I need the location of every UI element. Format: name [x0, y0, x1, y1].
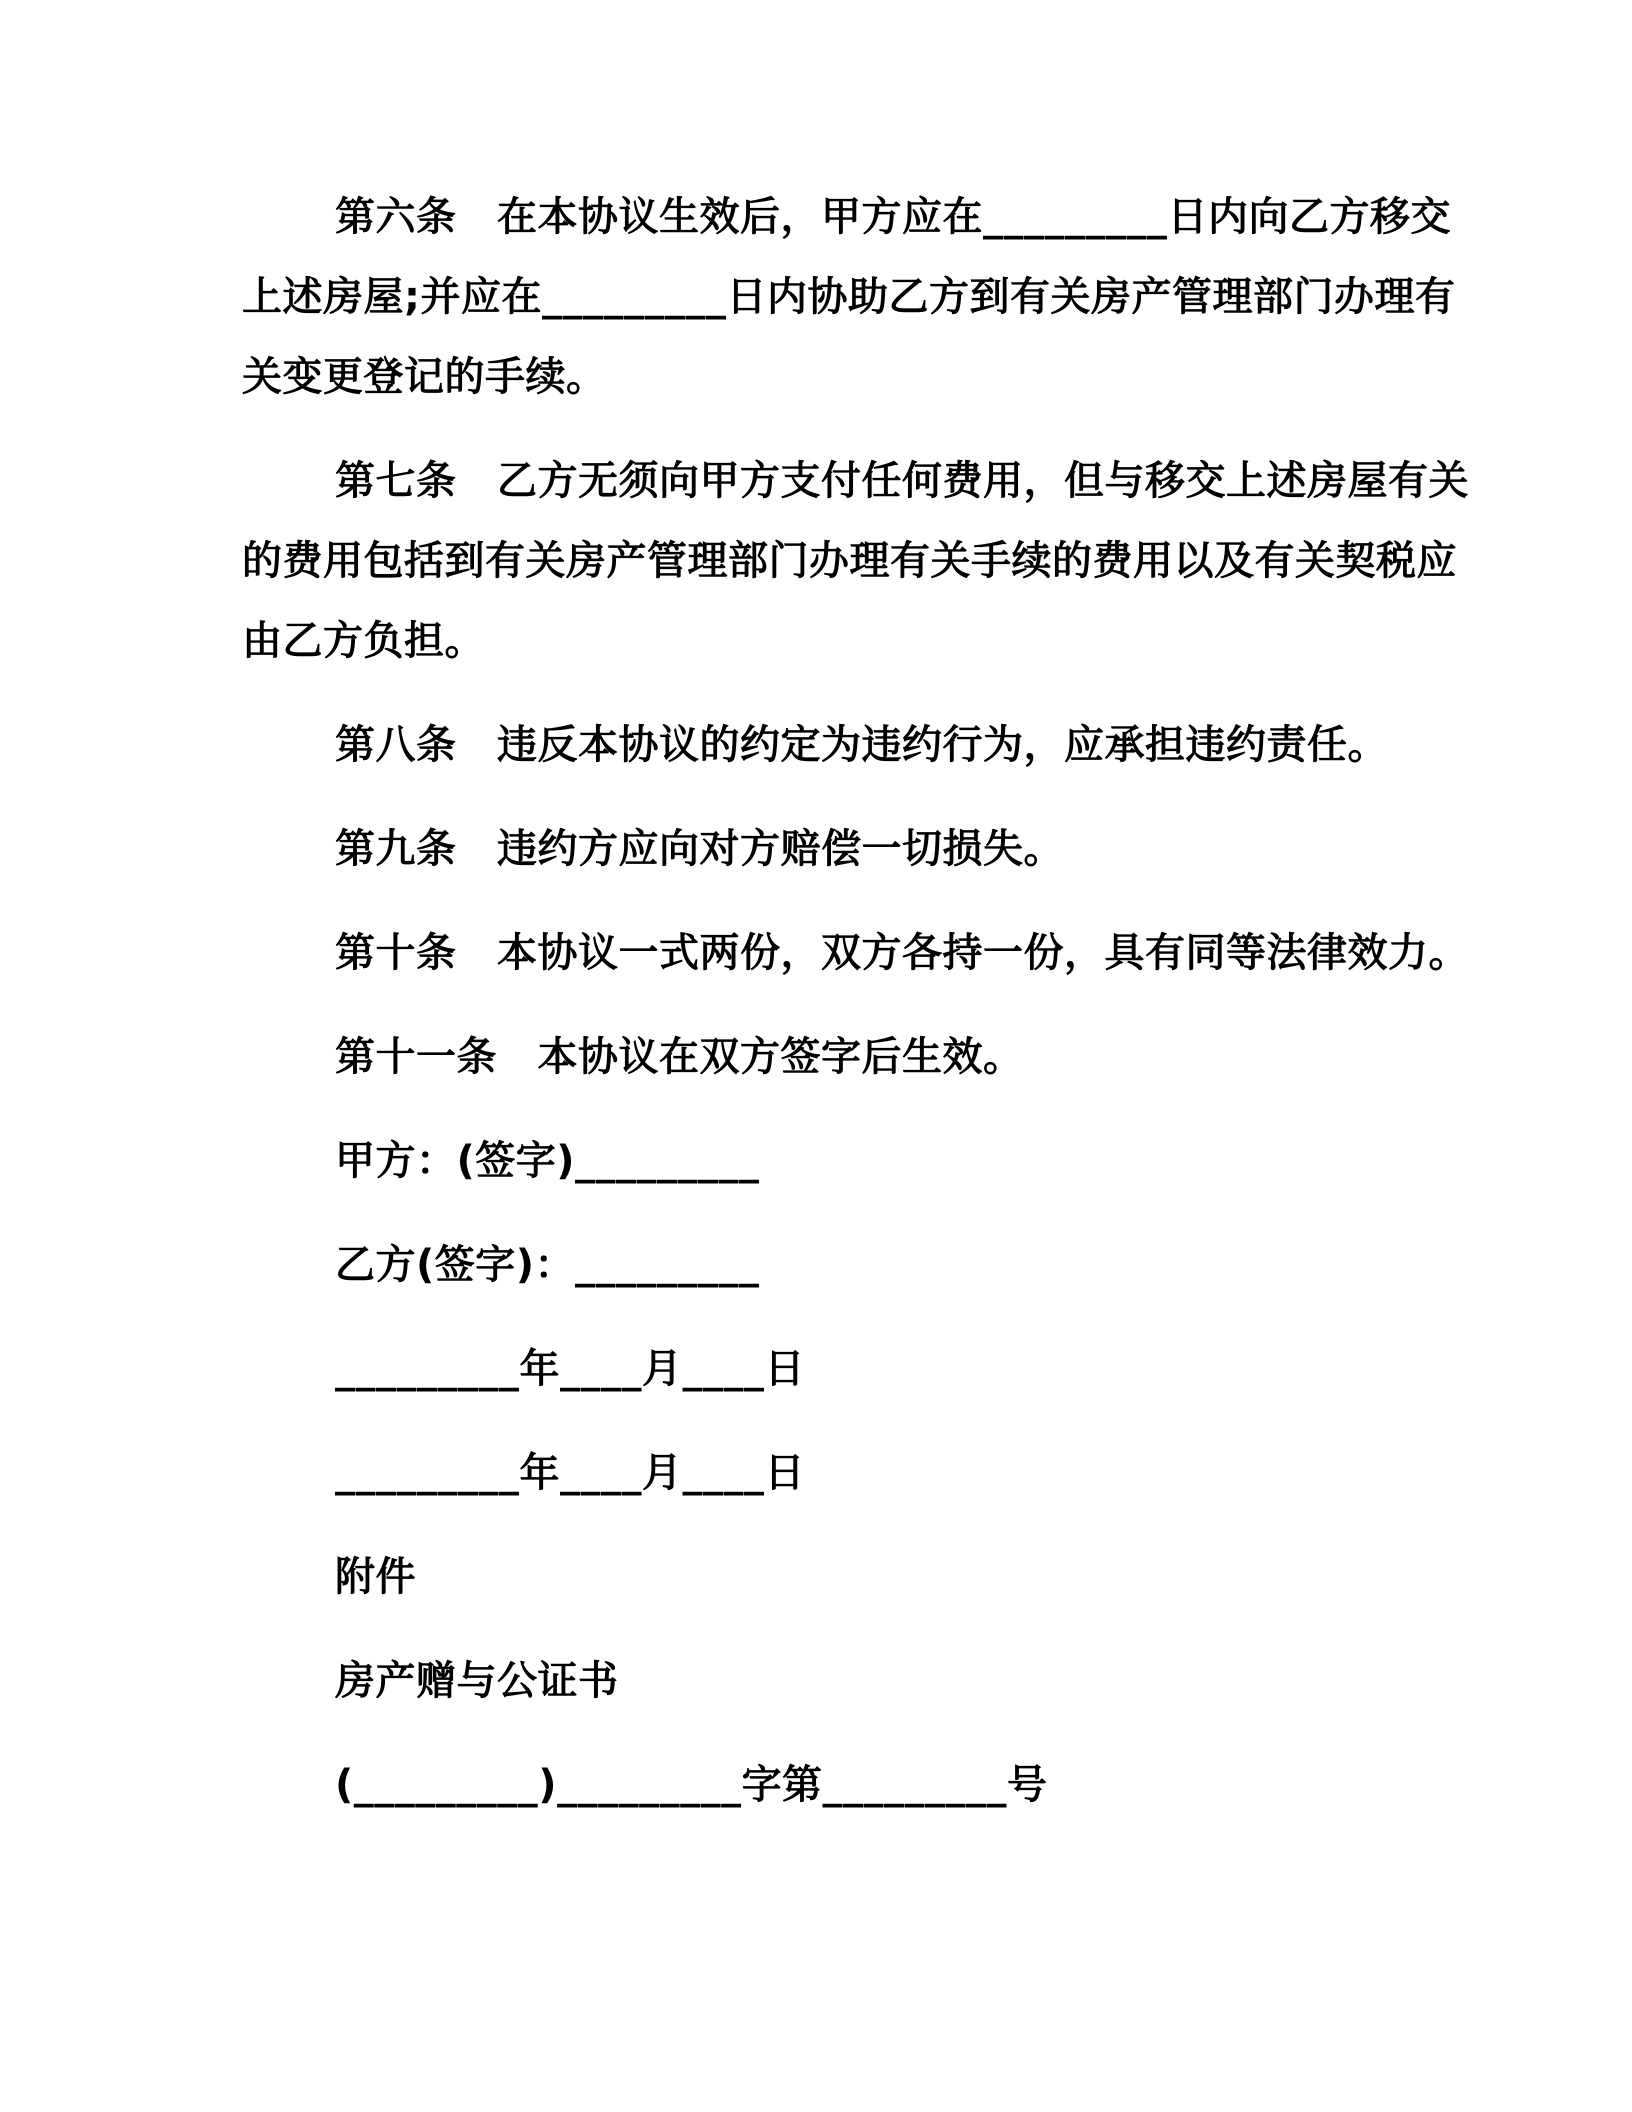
paragraph: [242, 441, 1532, 681]
document-line: 第八条 违反本协议的约定为违约行为，应承担违约责任。: [335, 722, 1388, 768]
document-line: 的费用包括到有关房产管理部门办理有关手续的费用以及有关契税应: [242, 538, 1457, 584]
paragraph: [242, 705, 1532, 785]
document-line: _________年____月____日: [335, 1346, 805, 1392]
paragraph: [242, 177, 1532, 417]
document-line: 房产赠与公证书: [335, 1658, 619, 1704]
paragraph: [242, 809, 1532, 889]
document-line: 第九条 违约方应向对方赔偿一切损失。: [335, 826, 1064, 872]
paragraph: [242, 1433, 1532, 1513]
paragraph: [242, 1537, 1532, 1617]
document-line: 第七条 乙方无须向甲方支付任何费用，但与移交上述房屋有关: [335, 458, 1469, 504]
document-line: (_________)_________字第_________号: [335, 1762, 1048, 1808]
paragraph: [242, 1017, 1532, 1097]
document-line: 乙方(签字)：_________: [335, 1242, 760, 1288]
document-line: 甲方：(签字)_________: [335, 1138, 760, 1184]
paragraph: [242, 1225, 1532, 1305]
document-line: 附件: [335, 1554, 416, 1600]
document-line: 上述房屋;并应在_________日内协助乙方到有关房产管理部门办理有: [242, 274, 1456, 320]
document-line: 关变更登记的手续。: [242, 354, 607, 400]
document-line: 第六条 在本协议生效后，甲方应在_________日内向乙方移交: [335, 194, 1451, 240]
document-line: _________年____月____日: [335, 1450, 805, 1496]
paragraph: [242, 913, 1532, 993]
document-line: 第十一条 本协议在双方签字后生效。: [335, 1034, 1024, 1080]
paragraph: [242, 1745, 1532, 1825]
document-line: 由乙方负担。: [242, 618, 485, 664]
document-line: 第十条 本协议一式两份，双方各持一份，具有同等法律效力。: [335, 930, 1469, 976]
paragraph: [242, 1641, 1532, 1721]
paragraph: [242, 1121, 1532, 1201]
paragraph: [242, 1329, 1532, 1409]
